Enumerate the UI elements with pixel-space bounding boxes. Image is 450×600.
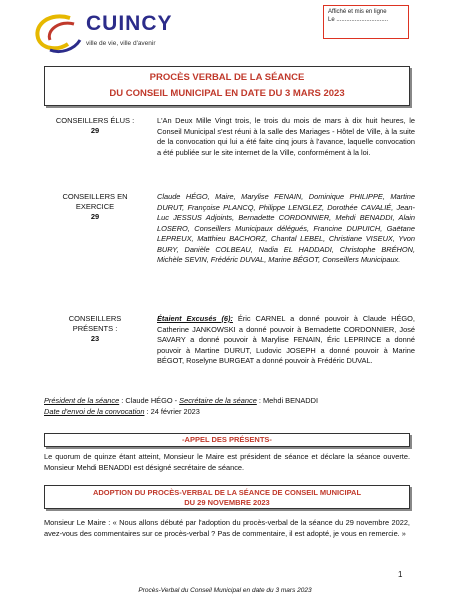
elus-paragraph: L'An Deux Mille Vingt trois, le trois du mois de mars à dix huit heures, le Conseil Municipal s'est réuni à la salle des Mariages - Hôtel de Ville, à la suite de la convocation qui lui a été faite cinq jours à l'avance, laquelle convocation a été publiée sur le site internet de la Ville, conformément à la loi. [157, 116, 415, 157]
logo-name: CUINCY [86, 12, 173, 35]
date-label: Date d'envoi de la convocation [44, 407, 145, 416]
elus-label-text: CONSEILLERS ÉLUS : [55, 116, 135, 125]
elus-count: 29 [90, 126, 100, 135]
presents-paragraph [157, 314, 415, 367]
page-footer: Procès-Verbal du Conseil Municipal en date du 3 mars 2023 [138, 587, 312, 594]
cuincy-logo [30, 10, 190, 56]
appel-heading: -APPEL DES PRÉSENTS- [44, 433, 410, 447]
adoption-heading [44, 485, 410, 509]
date-value: : 24 février 2023 [144, 407, 200, 416]
adoption-paragraph: Monsieur Le Maire : « Nous allons débuté par l'adoption du procès-verbal de la séance du 29 novembre 2022, avez-vous des commentaires sur ce procès-verbal ? Pas de commentaire, il est adopté, je vous en remercie. » [44, 518, 410, 538]
president-value: : Claude HÉGO - [119, 396, 180, 405]
logo-tagline: ville de vie, ville d'avenir [86, 40, 156, 47]
seance-date-line [44, 407, 200, 417]
adoption-line2: DU 29 NOVEMBRE 2023 [184, 498, 270, 507]
seance-president-line [44, 396, 318, 406]
secretaire-value: : Mehdi BENADDI [256, 396, 319, 405]
title-line2: DU CONSEIL MUNICIPAL EN DATE DU 3 MARS 2023 [109, 88, 345, 99]
adoption-line1: ADOPTION DU PROCÈS-VERBAL DE LA SÉANCE DE CONSEIL MUNICIPAL [92, 488, 362, 497]
presents-count: 23 [90, 334, 100, 343]
exercice-label [40, 192, 150, 222]
elus-label [40, 116, 150, 136]
exercice-label-line1: CONSEILLERS EN [62, 192, 128, 201]
appel-paragraph: Le quorum de quinze étant atteint, Monsieur le Maire est président de séance et déclare la séance ouverte. Monsieur Mehdi BENADDI est désigné secrétaire de séance. [44, 452, 410, 472]
exercice-paragraph: Claude HÉGO, Maire, Marylise FENAIN, Dominique PHILIPPE, Martine DURUT, Françoise PLANCQ, Philippe LENGLEZ, Dorothée CAVALIÉ, Jean-Luc JESSUS Adjoints, Bernadette CORDONNIER, Mehdi BENADDI, Alain LOSERO, Conseillers Municipaux délégués, Francine DUPUICH, Gaëtane LEPREUX, Matthieu BACHORZ, Chantal LEBEL, Christiane VISEUX, Yvon BURY, Danièle COLBEAU, Nadia EL HADDADI, Christophe BRÉHON, Michèle SEVIN, Frédéric DUVAL, Marine BÉGOT, Conseillers Municipaux. [157, 192, 415, 264]
presents-label-line1: CONSEILLERS [68, 314, 122, 323]
title-line1: PROCÈS VERBAL DE LA SÉANCE [149, 72, 305, 83]
president-label: Président de la séance [44, 396, 120, 405]
publication-stamp [323, 5, 409, 39]
presents-label-line2: PRÉSENTS : [72, 324, 118, 333]
page-number: 1 [398, 570, 403, 579]
stamp-line2: Le ............................... [328, 17, 389, 23]
exercice-label-line2: EXERCICE [75, 202, 115, 211]
page-title [44, 66, 410, 106]
excuses-text: Éric CARNEL a donné pouvoir à Claude HÉGO, Catherine JANKOWSKI a donné pouvoir à Bernadette CORDONNIER, José SAVARY a donné pouvoir à Marylise FENAIN, Éric LEPRINCE a donné pouvoir à Martine DURUT, Ludovic JOSEPH a donné pouvoir à Marine BÉGOT, Roselyne BURGEAT a donné pouvoir à Frédéric DUVAL. [157, 314, 415, 365]
excuses-heading: Étaient Excusés (6): [157, 314, 233, 323]
logo-swirl-icon [30, 10, 86, 56]
secretaire-label: Secrétaire de la séance [179, 396, 257, 405]
presents-label [40, 314, 150, 344]
exercice-count: 29 [90, 212, 100, 221]
stamp-line1: Affiché et mis en ligne [328, 9, 387, 15]
